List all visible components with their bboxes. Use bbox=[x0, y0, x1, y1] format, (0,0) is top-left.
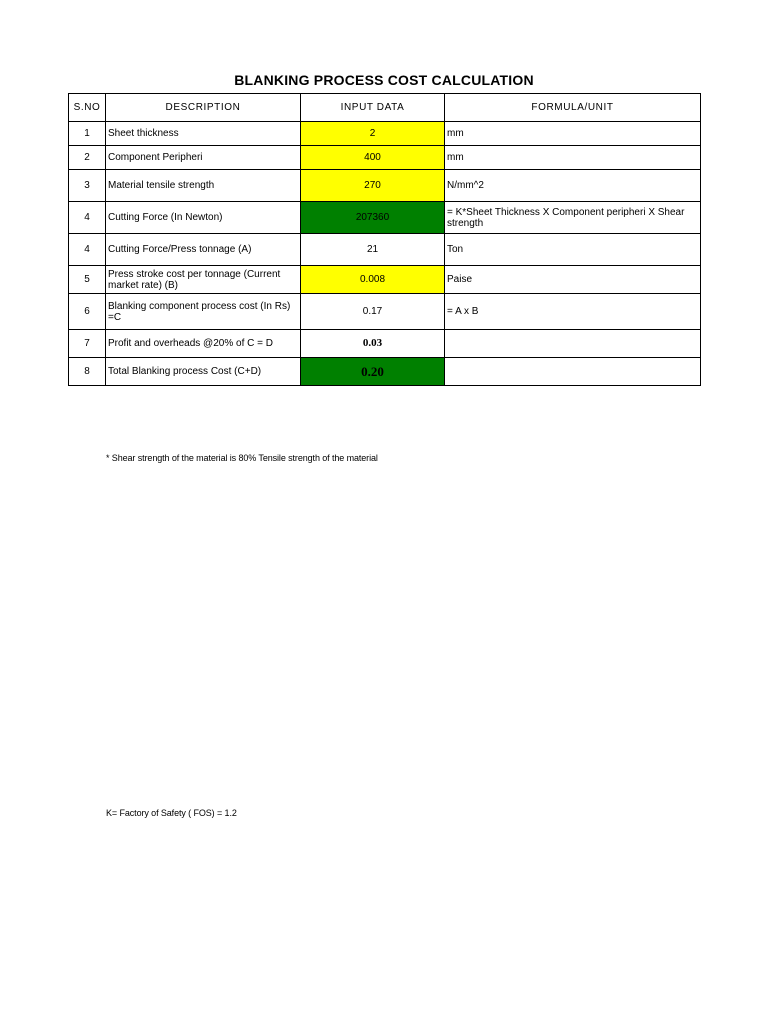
factor-of-safety-note: K= Factory of Safety ( FOS) = 1.2 bbox=[106, 808, 237, 818]
input-cell[interactable]: 0.03 bbox=[301, 330, 445, 358]
table-row bbox=[69, 294, 701, 330]
header-sno: S.NO bbox=[69, 94, 106, 122]
header-row bbox=[69, 94, 701, 122]
formula-cell: Ton bbox=[445, 234, 701, 266]
formula-cell: = A x B bbox=[445, 294, 701, 330]
description-cell: Component Peripheri bbox=[106, 146, 301, 170]
header-description: DESCRIPTION bbox=[106, 94, 301, 122]
table-row bbox=[69, 170, 701, 202]
table-row bbox=[69, 266, 701, 294]
sheet-title: BLANKING PROCESS COST CALCULATION bbox=[234, 72, 534, 88]
sno-cell: 4 bbox=[69, 234, 106, 266]
input-cell[interactable]: 21 bbox=[301, 234, 445, 266]
table-row bbox=[69, 358, 701, 386]
input-cell[interactable]: 0.17 bbox=[301, 294, 445, 330]
sno-cell: 1 bbox=[69, 122, 106, 146]
description-cell: Cutting Force/Press tonnage (A) bbox=[106, 234, 301, 266]
description-cell: Sheet thickness bbox=[106, 122, 301, 146]
sno-cell: 3 bbox=[69, 170, 106, 202]
header-input-data: INPUT DATA bbox=[301, 94, 445, 122]
sno-cell: 2 bbox=[69, 146, 106, 170]
description-cell: Total Blanking process Cost (C+D) bbox=[106, 358, 301, 386]
table-row bbox=[69, 122, 701, 146]
description-cell: Profit and overheads @20% of C = D bbox=[106, 330, 301, 358]
description-cell: Cutting Force (In Newton) bbox=[106, 202, 301, 234]
sno-cell: 4 bbox=[69, 202, 106, 234]
table-row bbox=[69, 234, 701, 266]
input-cell[interactable]: 400 bbox=[301, 146, 445, 170]
description-cell: Blanking component process cost (In Rs) =C bbox=[106, 294, 301, 330]
table-row bbox=[69, 330, 701, 358]
formula-cell: mm bbox=[445, 146, 701, 170]
input-cell[interactable]: 270 bbox=[301, 170, 445, 202]
sno-cell: 7 bbox=[69, 330, 106, 358]
cost-calculation-table bbox=[68, 93, 701, 386]
formula-cell bbox=[445, 330, 701, 358]
header-formula-unit: FORMULA/UNIT bbox=[445, 94, 701, 122]
input-cell[interactable]: 0.20 bbox=[301, 358, 445, 386]
formula-cell: = K*Sheet Thickness X Component peripheri X Shear strength bbox=[445, 202, 701, 234]
input-cell[interactable]: 0.008 bbox=[301, 266, 445, 294]
description-cell: Material tensile strength bbox=[106, 170, 301, 202]
formula-cell: mm bbox=[445, 122, 701, 146]
input-cell[interactable]: 207360 bbox=[301, 202, 445, 234]
shear-strength-note: * Shear strength of the material is 80% Tensile strength of the material bbox=[106, 453, 378, 463]
formula-cell: Paise bbox=[445, 266, 701, 294]
table-row bbox=[69, 202, 701, 234]
sno-cell: 8 bbox=[69, 358, 106, 386]
formula-cell bbox=[445, 358, 701, 386]
table-row bbox=[69, 146, 701, 170]
formula-cell: N/mm^2 bbox=[445, 170, 701, 202]
sno-cell: 5 bbox=[69, 266, 106, 294]
description-cell: Press stroke cost per tonnage (Current market rate) (B) bbox=[106, 266, 301, 294]
sno-cell: 6 bbox=[69, 294, 106, 330]
input-cell[interactable]: 2 bbox=[301, 122, 445, 146]
